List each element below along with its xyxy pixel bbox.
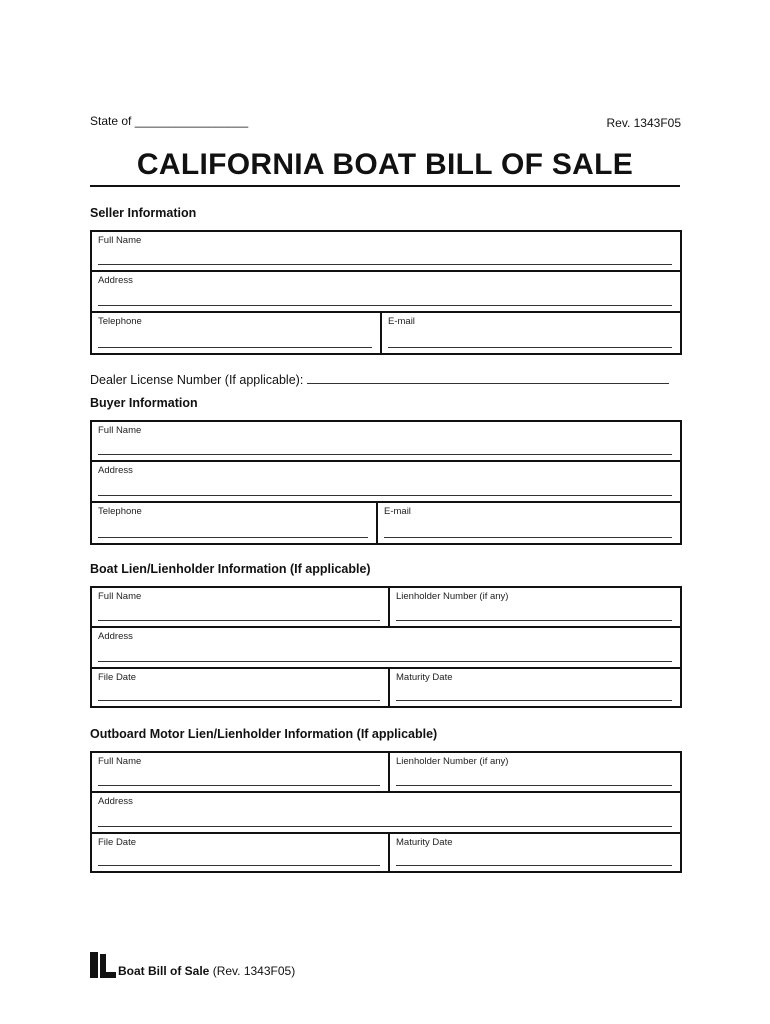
motor-lien-full-name-line [98,785,380,786]
motor-lien-file-date-label: File Date [98,837,137,848]
boat-lien-full-name-line [98,620,380,621]
state-of-label: State of [90,114,132,128]
title-underline [90,185,680,187]
buyer-section-title: Buyer Information [90,396,198,410]
buyer-full-name-line [98,454,672,455]
boat-lien-maturity-date-field[interactable] [388,669,680,706]
motor-lienholder-number-line [396,785,672,786]
footer-doc-name: Boat Bill of Sale [118,964,210,978]
motor-lien-address-label: Address [98,796,133,807]
seller-email-line [388,347,672,348]
boat-lien-file-date-label: File Date [98,672,137,683]
buyer-address-label: Address [98,465,133,476]
seller-info-box [90,230,682,355]
motor-lien-info-box [90,751,682,873]
buyer-full-name-label: Full Name [98,425,142,436]
boat-lien-address-label: Address [98,631,133,642]
seller-email-label: E-mail [388,316,415,327]
motor-lien-address-line [98,826,672,827]
buyer-email-line [384,537,672,538]
motor-lien-address-field[interactable] [92,793,680,832]
motor-lien-maturity-date-line [396,865,672,866]
motor-lien-full-name-label: Full Name [98,756,142,767]
boat-lienholder-number-line [396,620,672,621]
seller-telephone-line [98,347,372,348]
motor-lienholder-number-label: Lienholder Number (if any) [396,756,509,767]
page-footer [90,948,295,978]
seller-full-name-field[interactable] [92,232,680,270]
state-of-field[interactable] [90,114,248,128]
state-of-blank: _________________ [134,114,249,128]
boat-lien-file-date-field[interactable] [92,669,388,706]
boat-lien-address-line [98,661,672,662]
buyer-full-name-field[interactable] [92,422,680,460]
seller-email-field[interactable] [380,313,680,353]
seller-address-field[interactable] [92,272,680,311]
buyer-email-field[interactable] [376,503,680,543]
footer-revision: (Rev. 1343F05) [212,964,296,978]
seller-telephone-label: Telephone [98,316,142,327]
boat-lienholder-number-label: Lienholder Number (if any) [396,591,509,602]
motor-lien-maturity-date-field[interactable] [388,834,680,871]
motor-lienholder-number-field[interactable] [388,753,680,791]
buyer-address-field[interactable] [92,462,680,501]
brand-logo-icon [90,952,116,978]
buyer-telephone-field[interactable] [92,503,376,543]
buyer-address-line [98,495,672,496]
motor-lien-full-name-field[interactable] [92,753,388,791]
boat-lien-file-date-line [98,700,380,701]
boat-lien-info-box [90,586,682,708]
boat-lien-full-name-field[interactable] [92,588,388,626]
seller-full-name-label: Full Name [98,235,142,246]
revision-number: Rev. 1343F05 [606,116,681,130]
motor-lien-maturity-date-label: Maturity Date [396,837,453,848]
motor-lien-section-title: Outboard Motor Lien/Lienholder Information (If applicable) [90,727,438,741]
seller-full-name-line [98,264,672,265]
dealer-license-label: Dealer License Number (If applicable): [90,373,304,387]
boat-lien-full-name-label: Full Name [98,591,142,602]
seller-telephone-field[interactable] [92,313,380,353]
dealer-license-field[interactable] [90,371,669,387]
motor-lien-file-date-line [98,865,380,866]
boat-lien-maturity-date-line [396,700,672,701]
buyer-email-label: E-mail [384,506,411,517]
seller-address-line [98,305,672,306]
boat-lien-address-field[interactable] [92,628,680,667]
buyer-info-box [90,420,682,545]
document-title: CALIFORNIA BOAT BILL OF SALE [136,148,634,181]
buyer-telephone-line [98,537,368,538]
boat-lien-maturity-date-label: Maturity Date [396,672,453,683]
seller-address-label: Address [98,275,133,286]
seller-section-title: Seller Information [90,206,197,220]
boat-lien-section-title: Boat Lien/Lienholder Information (If applicable) [90,562,371,576]
buyer-telephone-label: Telephone [98,506,142,517]
dealer-license-line [307,371,669,384]
boat-lienholder-number-field[interactable] [388,588,680,626]
motor-lien-file-date-field[interactable] [92,834,388,871]
